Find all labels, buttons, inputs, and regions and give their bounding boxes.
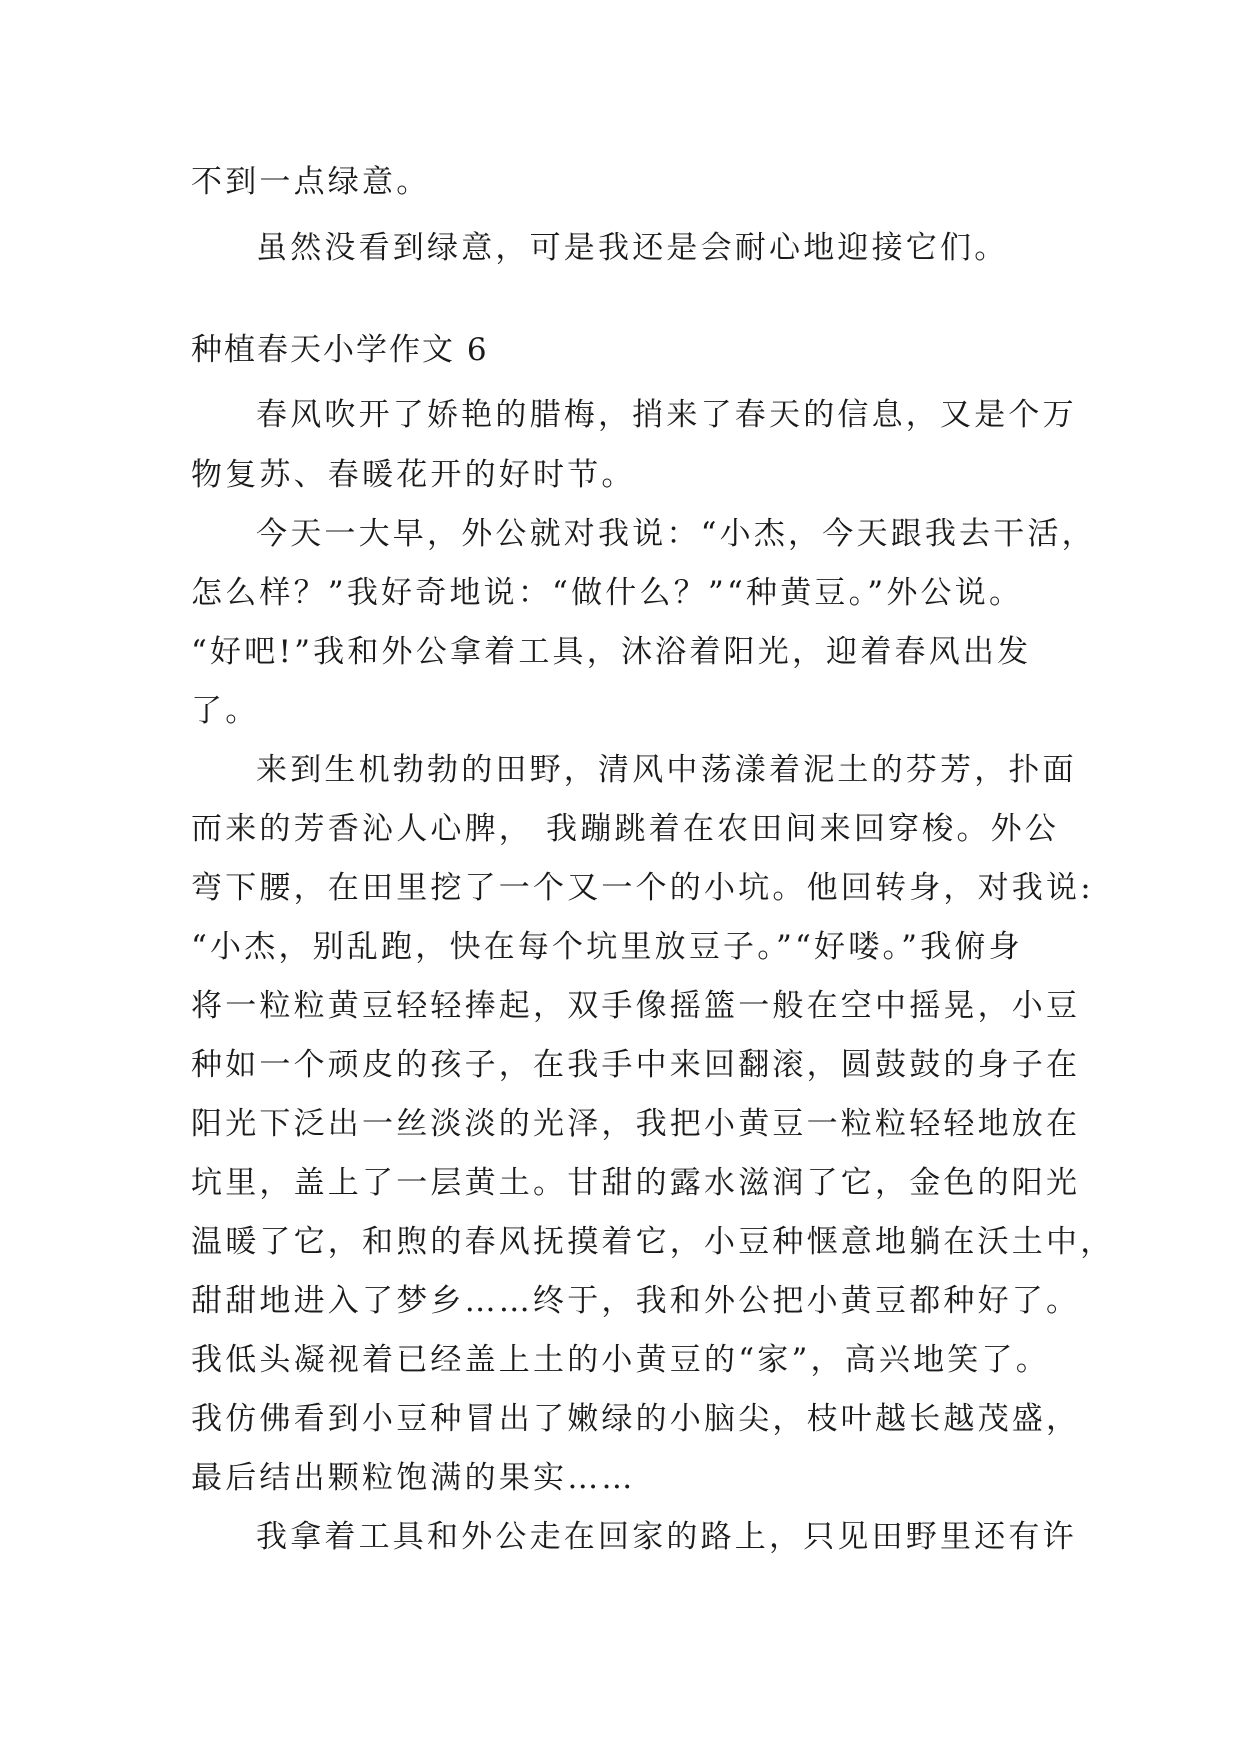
paragraph-line: 弯下腰，在田里挖了一个又一个的小坑。他回转身，对我说:: [191, 870, 1094, 906]
paragraph-line: 春风吹开了娇艳的腊梅，捎来了春天的信息，又是个万: [256, 397, 1077, 433]
paragraph-line: 了。: [191, 693, 260, 729]
paragraph-line: 坑里，盖上了一层黄土。甘甜的露水滋润了它，金色的阳光: [191, 1165, 1081, 1201]
paragraph-line: 物复苏、春暖花开的好时节。: [191, 457, 636, 493]
section-heading: 种植春天小学作文 6: [191, 332, 489, 368]
paragraph-line: 种如一个顽皮的孩子，在我手中来回翻滚，圆鼓鼓的身子在: [191, 1047, 1081, 1083]
paragraph-line: 我仿佛看到小豆种冒出了嫩绿的小脑尖，枝叶越长越茂盛，: [191, 1401, 1081, 1437]
paragraph-line: 不到一点绿意。: [191, 164, 431, 200]
paragraph-line: “好吧!”我和外公拿着工具，沐浴着阳光，迎着春风出发: [191, 634, 1032, 670]
paragraph-line: 我低头凝视着已经盖上土的小黄豆的“家”，高兴地笑了。: [191, 1342, 1050, 1378]
paragraph-line: 来到生机勃勃的田野，清风中荡漾着泥土的芬芳，扑面: [256, 752, 1077, 788]
paragraph-line: 将一粒粒黄豆轻轻捧起，双手像摇篮一般在空中摇晃，小豆: [191, 988, 1081, 1024]
paragraph-line: “小杰，别乱跑，快在每个坑里放豆子。”“好喽。”我俯身: [191, 929, 1023, 965]
paragraph-line: 而来的芳香沁人心脾， 我蹦跳着在农田间来回穿梭。外公: [191, 811, 1060, 847]
paragraph-line: 温暖了它，和煦的春风抚摸着它，小豆种惬意地躺在沃土中，: [191, 1224, 1115, 1260]
paragraph-line: 最后结出颗粒饱满的果实……: [191, 1460, 636, 1496]
paragraph-line: 怎么样？”我好奇地说：“做什么？”“种黄豆。”外公说。: [191, 575, 1024, 611]
paragraph-line: 阳光下泛出一丝淡淡的光泽，我把小黄豆一粒粒轻轻地放在: [191, 1106, 1081, 1142]
paragraph-line: 甜甜地进入了梦乡……终于，我和外公把小黄豆都种好了。: [191, 1283, 1081, 1319]
paragraph-line: 虽然没看到绿意，可是我还是会耐心地迎接它们。: [256, 230, 1009, 266]
paragraph-line: 我拿着工具和外公走在回家的路上，只见田野里还有许: [256, 1519, 1077, 1555]
paragraph-line: 今天一大早，外公就对我说：“小杰，今天跟我去干活，: [256, 516, 1096, 552]
